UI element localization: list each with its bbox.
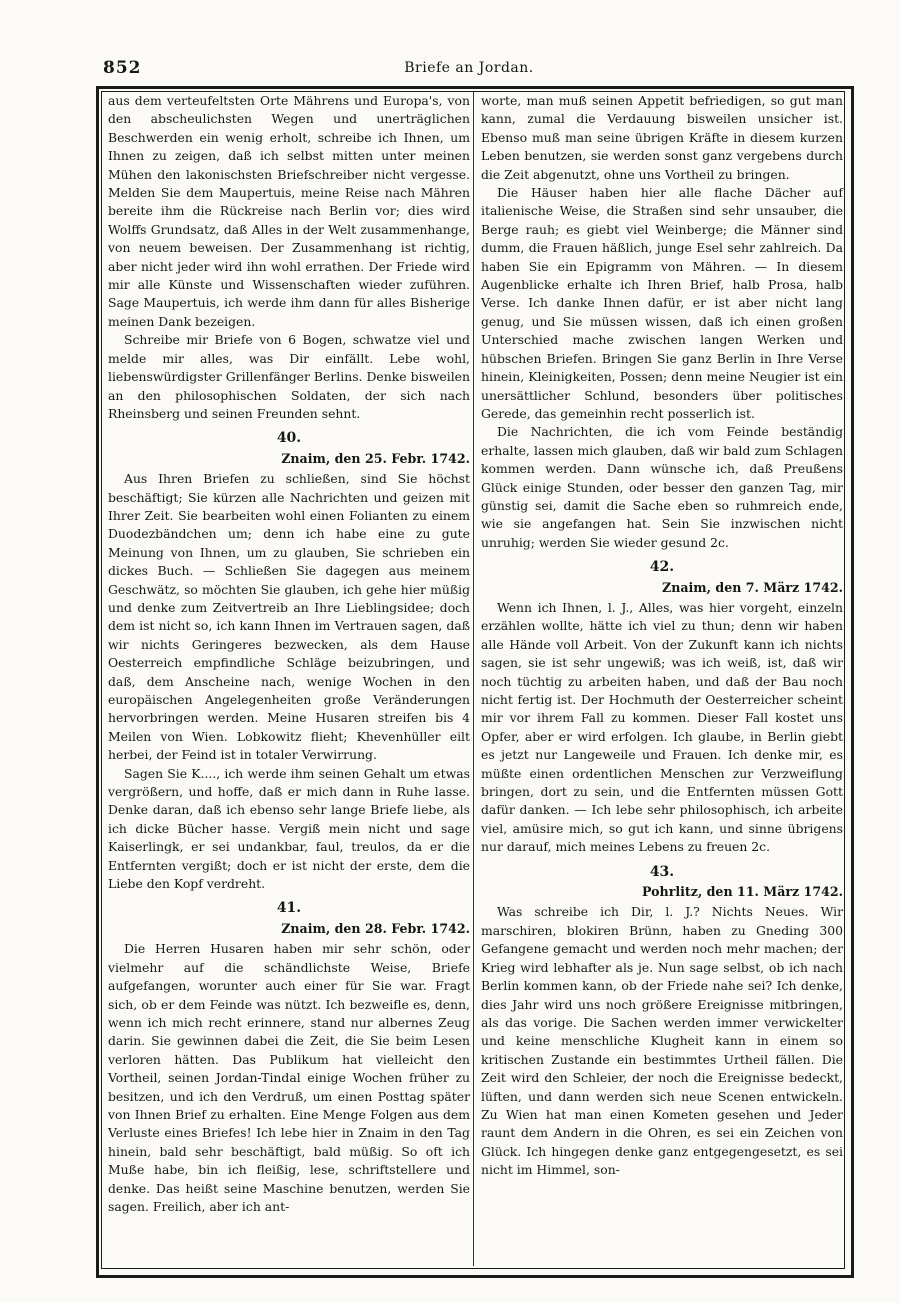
column-divider — [473, 92, 474, 1266]
page-header — [103, 58, 835, 84]
paragraph: worte, man muß seinen Appetit befriedigen, so gut man kann, zumal die Verdauung bisweilen unsicher ist. Ebenso muß man seine übrigen Kräfte in diesem kurzen Leben benutzen, sie werden sonst ganz vergebens durch die Zeit abgenutzt, ohne uns Vortheil zu bringen. — [481, 93, 843, 182]
left-column — [108, 92, 470, 1216]
right-column — [481, 92, 843, 1180]
paragraph: Die Nachrichten, die ich vom Feinde beständig erhalte, lassen mich glauben, daß wir bald zum Schlagen kommen werden. Dann wünsche ich, daß Preußens Glück einige Stunden, oder besser den ganzen Tag, mir günstig sei, damit die Sache eben so ruhmreich ende, wie sie angefangen hat. Sein Sie inzwischen nicht unruhig; werden Sie wieder gesund 2c. — [481, 424, 843, 550]
letter-number: 42. — [649, 559, 675, 576]
running-title: Briefe an Jordan. — [404, 60, 534, 76]
paragraph: Aus Ihren Briefen zu schließen, sind Sie höchst beschäftigt; Sie kürzen alle Nachrichten und geizen mit Ihrer Zeit. Sie bearbeiten wohl einen Folianten zu einem Duodezbändchen um; denn ich habe eine zu gute Meinung von Ihnen, um zu glauben, Sie schrieben ein dickes Buch. — Schließen Sie dagegen aus meinem Geschwätz, so möchten Sie glauben, ich gehe hier müßig und denke zum Zeitvertreib an Ihre Lieblingsidee; doch dem ist nicht so, ich kann Ihnen im Vertrauen sagen, daß wir nichts Geringeres bezwecken, als dem Hause Oesterreich empfindliche Schläge beizubringen, und daß, dem Anscheine nach, wenige Wochen in den europäischen Angelegenheiten große Veränderungen hervorbringen werden. Meine Husaren streifen bis 4 Meilen von Wien. Lobkowitz flieht; Khevenhüller eilt herbei, der Feind ist in totaler Verwirrung. — [108, 471, 470, 763]
paragraph: Schreibe mir Briefe von 6 Bogen, schwatze viel und melde mir alles, was Dir einfällt. Lebe wohl, liebenswürdigster Grillenfänger Berlins. Denke bisweilen an den philosophischen Soldaten, der sich nach Rheinsberg und seinen Freunden sehnt. — [108, 332, 470, 421]
paragraph: Die Häuser haben hier alle flache Dächer auf italienische Weise, die Straßen sind sehr unsauber, die Berge rauh; es giebt viel Weinberge; die Männer sind dumm, die Frauen häßlich, junge Esel sehr zahlreich. Da haben Sie ein Epigramm von Mähren. — In diesem Augenblicke erhalte ich Ihren Brief, halb Prosa, halb Verse. Ich danke Ihnen dafür, er ist aber nicht lang genug, und Sie müssen wissen, daß ich einen großen Unterschied mache zwischen langen Werken und hübschen Briefen. Bringen Sie ganz Berlin in Ihre Verse hinein, Kleinigkeiten, Possen; denn meine Neugier ist ein unersättlicher Schlund, besonders über politisches Gerede, das gemeinhin recht posserlich ist. — [481, 185, 843, 421]
paragraph: aus dem verteufeltsten Orte Mährens und Europa's, von den abscheulichsten Wegen und unerträglichen Beschwerden ein wenig erholt, schreibe ich Ihnen, um Ihnen zu zeigen, daß ich selbst mitten unter meinen Mühen den lakonischsten Briefschreiber nicht vergesse. Melden Sie dem Maupertuis, meine Reise nach Mähren bereite ihm die Rückreise nach Berlin vor; dies wird Wolffs Grundsatz, daß Alles in der Welt zusammenhange, von neuem beweisen. Der Zusammenhang ist richtig, aber nicht jeder wird ihn wohl errathen. Der Friede wird mir alle Künste und Wissenschaften wieder zuführen. Sage Maupertuis, ich werde ihm dann für alles Bisherige meinen Dank bezeigen. — [108, 93, 470, 329]
page-number: 852 — [103, 58, 142, 78]
letter-dateline: Znaim, den 28. Febr. 1742. — [281, 920, 470, 936]
letter-number: 41. — [276, 900, 302, 917]
letter-dateline: Znaim, den 7. März 1742. — [662, 579, 843, 595]
paragraph: Was schreibe ich Dir, l. J.? Nichts Neues. Wir marschiren, blokiren Brünn, haben zu Gneding 300 Gefangene gemacht und werden noch mehr machen; der Krieg wird lebhafter als je. Nun sage selbst, ob ich nach Berlin kommen kann, ob der Friede nahe sei? Ich denke, dies Jahr wird uns noch größere Ereignisse mitbringen, als das vorige. Die Sachen werden immer verwickelter und keine menschliche Klugheit kann in einem so kritischen Zustande ein bestimmtes Urtheil fällen. Die Zeit wird den Schleier, der noch die Ereignisse bedeckt, lüften, und dann werden sich neue Scenen entwickeln. Zu Wien hat man einen Kometen gesehen und Jeder raunt dem Andern in die Ohren, es sei ein Zeichen von Glück. Ich hingegen denke ganz entgegengesetzt, es sei nicht im Himmel, son- — [481, 904, 843, 1178]
paragraph: Die Herren Husaren haben mir sehr schön, oder vielmehr auf die schändlichste Weise, Briefe aufgefangen, worunter auch einer für Sie war. Fragt sich, ob er dem Feinde was nützt. Ich bezweifle es, denn, wenn ich mich recht erinnere, stand nur albernes Zeug darin. Sie gewinnen dabei die Zeit, die Sie beim Lesen verloren hätten. Das Publikum hat vielleicht den Vortheil, seinen Jordan-Tindal einige Wochen früher zu besitzen, und ich den Verdruß, um einen Posttag später von Ihnen Brief zu erhalten. Eine Menge Folgen aus dem Verluste eines Briefes! Ich lebe hier in Znaim in den Tag hinein, bald sehr beschäftigt, bald müßig. So oft ich Muße habe, bin ich fleißig, lese, schriftstellere und denke. Das heißt seine Maschine benutzen, werden Sie sagen. Freilich, aber ich ant- — [108, 941, 470, 1214]
letter-number: 40. — [276, 430, 302, 447]
paragraph: Sagen Sie K...., ich werde ihm seinen Gehalt um etwas vergrößern, und hoffe, daß er mich dann in Ruhe lasse. Denke daran, daß ich ebenso sehr lange Briefe liebe, als ich dicke Bücher hasse. Vergiß mein nicht und sage Kaiserlingk, er sei undankbar, faul, treulos, da er die Entfernten vergißt; doch er ist nicht der erste, dem die Liebe den Kopf verdreht. — [108, 765, 470, 892]
letter-number: 43. — [649, 863, 675, 880]
letter-dateline: Znaim, den 25. Febr. 1742. — [281, 450, 470, 466]
letter-dateline: Pohrlitz, den 11. März 1742. — [642, 884, 843, 900]
paragraph: Wenn ich Ihnen, l. J., Alles, was hier vorgeht, einzeln erzählen wollte, hätte ich viel zu thun; denn wir haben alle Hände voll Arbeit. Von der Zukunft kann ich nichts sagen, sie ist sehr ungewiß; was ich weiß, ist, daß wir noch tüchtig zu arbeiten haben, und daß der Bau noch nicht fertig ist. Der Hochmuth der Oesterreicher scheint mir vor ihrem Fall zu kommen. Dieser Fall kostet uns Opfer, aber er wird erfolgen. Ich glaube, in Berlin giebt es jetzt nur Langeweile und Frauen. Ich denke mir, es müßte einen ordentlichen Menschen zur Verzweiflung bringen, dort zu sein, und die Entfernten müssen Gott dafür danken. — Ich lebe sehr philosophisch, ich arbeite viel, amüsire mich, so gut ich kann, und sinne übrigens nur darauf, mich meines Lebens zu freuen 2c. — [481, 599, 843, 855]
